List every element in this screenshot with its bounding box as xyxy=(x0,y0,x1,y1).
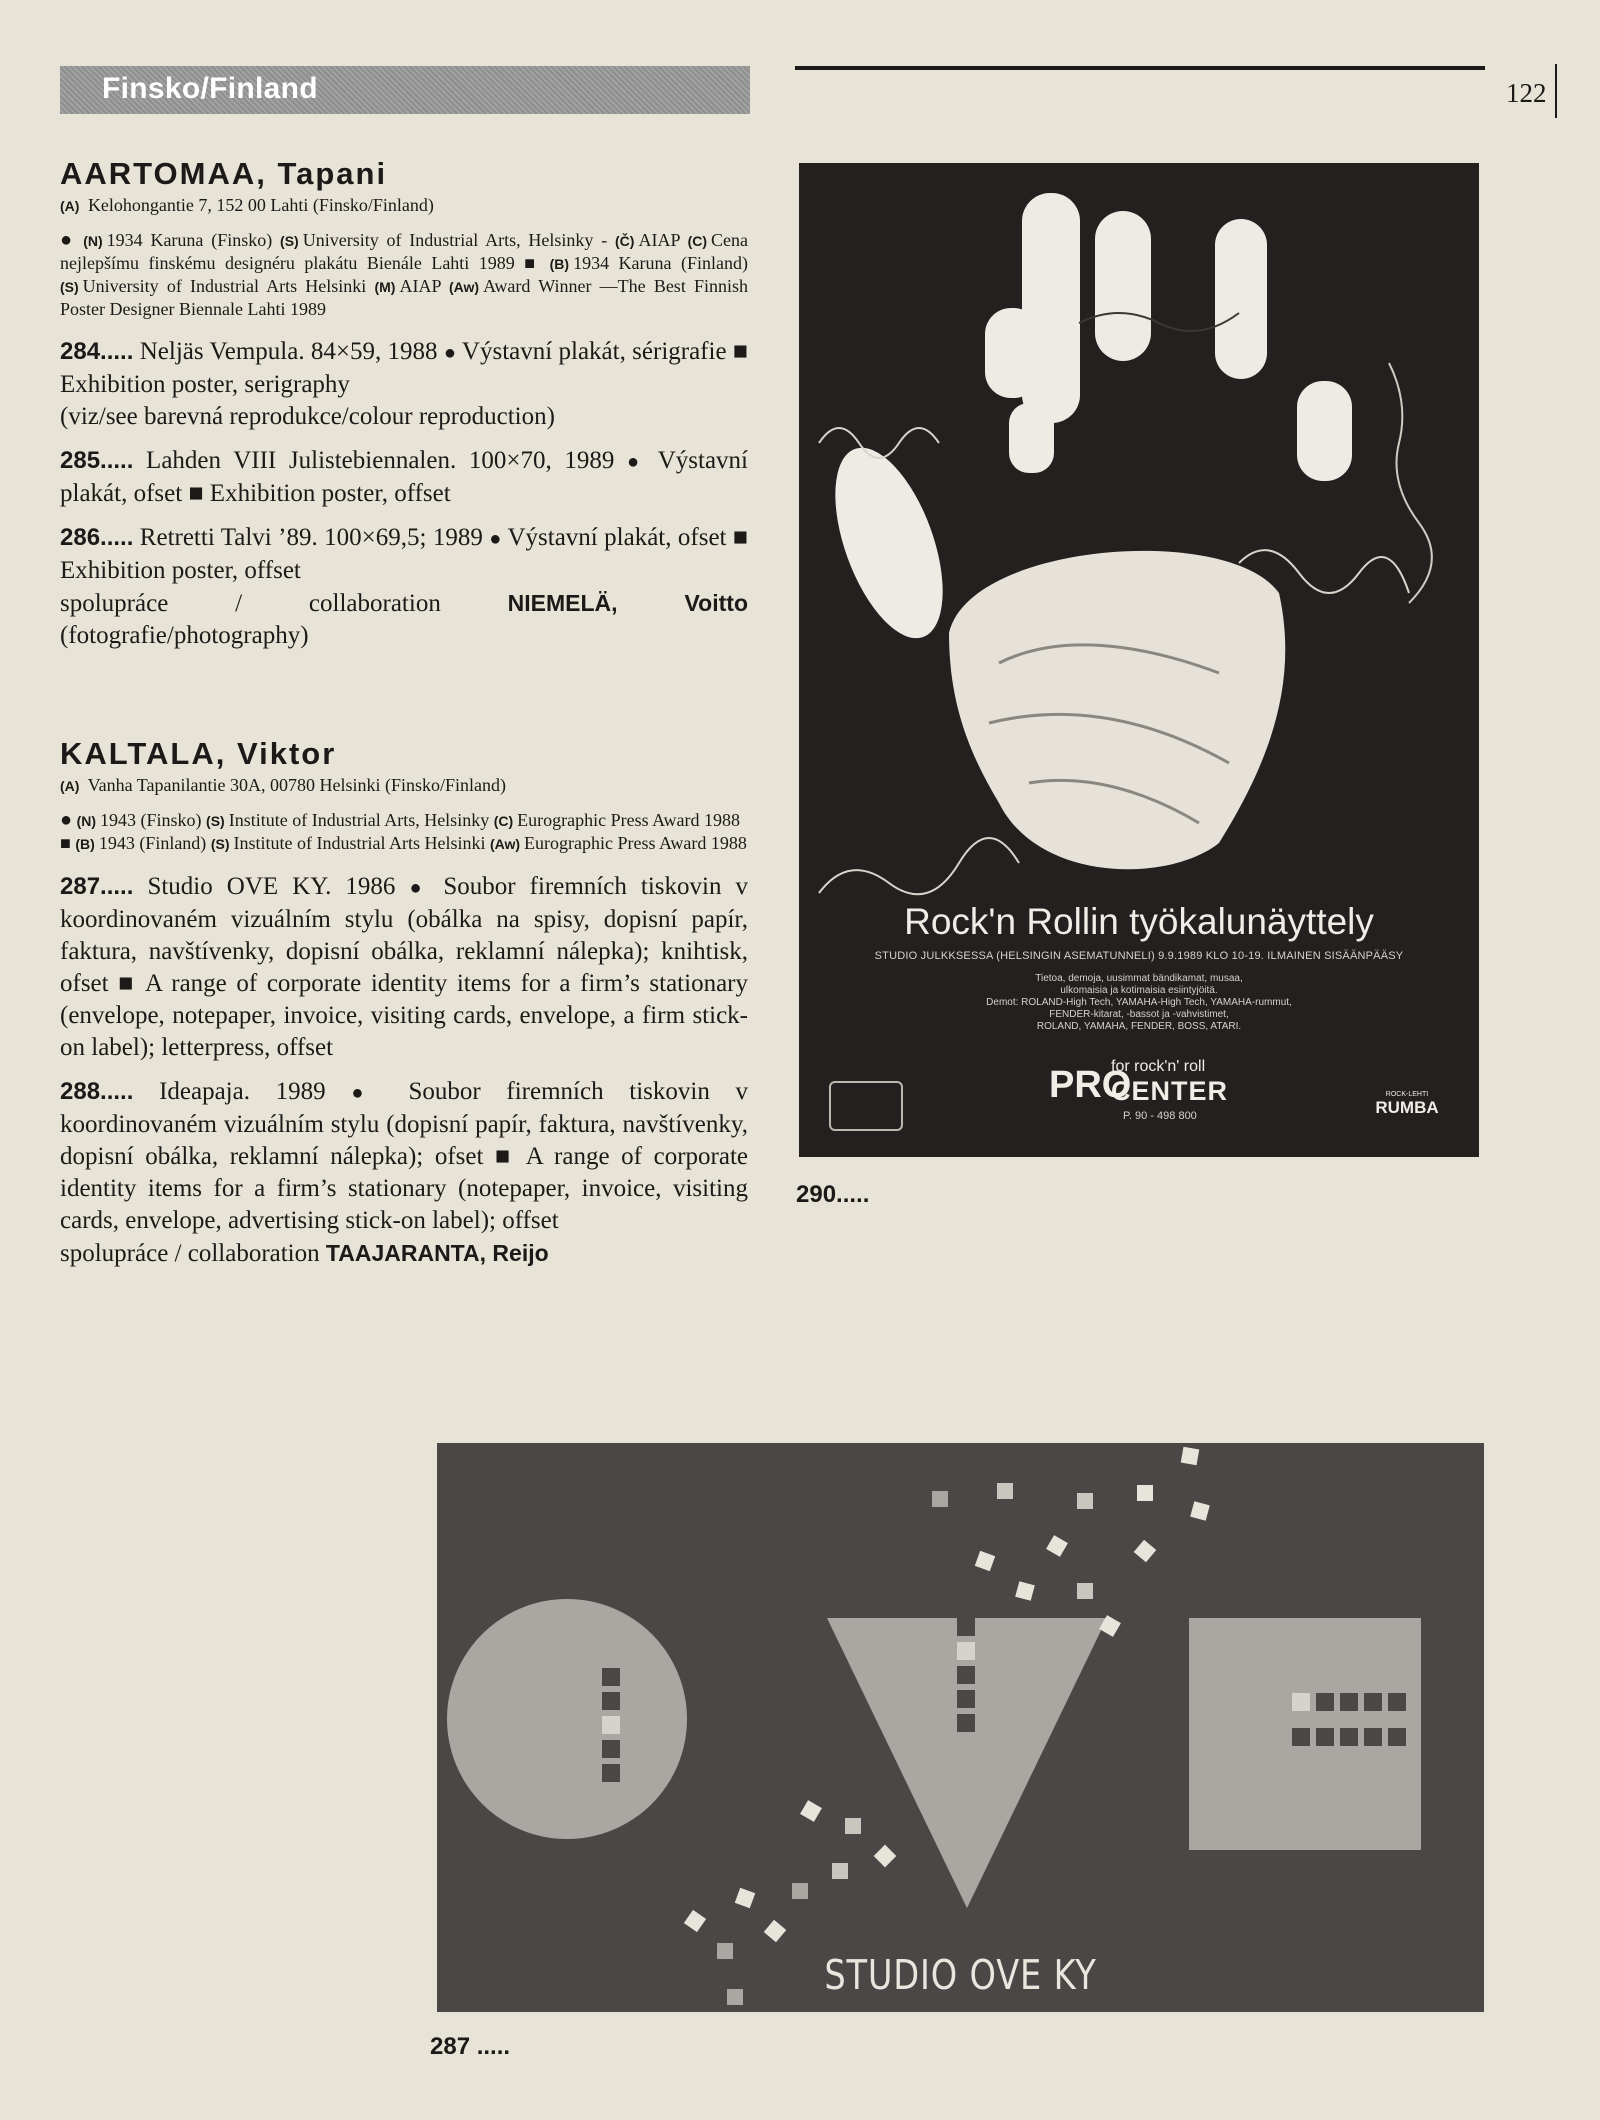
bullet-square-icon: ■ xyxy=(188,480,204,507)
logo-circle-o xyxy=(447,1599,687,1839)
page-number: 122 xyxy=(1506,78,1547,108)
artist-name: KALTALA, Viktor xyxy=(60,736,337,771)
collaborator-name: NIEMELÄ, Voitto xyxy=(507,590,748,616)
work-entry-287: 287..... Studio OVE KY. 1986 ● Soubor firemních tiskovin v koordinovaném vizuálním stylu (obálka na spisy, dopisní papír, faktura, navštívenky, dopisní obálka, reklamní nálepka); knihtisk, ofset ■ A range of corporate identity items for a firm’s stationary (envelope, notepaper, invoice, visiting cards, envelope, a firm stick-on label); letterpress, offset xyxy=(60,873,748,1061)
logo-triangle-v xyxy=(827,1618,1107,1908)
bullet-square-icon: ■ xyxy=(60,833,71,853)
bullet-square-icon: ■ xyxy=(495,1143,516,1170)
handprint-finger xyxy=(1215,219,1267,379)
work-entry-285: 285..... Lahden VIII Julistebiennalen. 100×70, 1989 ● Výstavní plakát, ofset ■ Exhibition poster, offset xyxy=(60,447,748,507)
artist-bio: ● (N) 1943 (Finsko) (S) Institute of Industrial Arts, Helsinky (C) Eurographic Press Award 1988 ■ (B) 1943 (Finland) (S) Institute of Industrial Arts Helsinki (Aw) Eurographic Press Award 1988 xyxy=(60,809,747,853)
handprint-thumb xyxy=(813,434,964,652)
poster-290-title: Rock'n Rollin työkalunäyttely xyxy=(904,901,1374,942)
signature-scribble xyxy=(1389,363,1432,603)
bullet-square-icon: ■ xyxy=(732,524,748,551)
artist-address: (A) Kelohongantie 7, 152 00 Lahti (Finsko/Finland) xyxy=(60,195,434,215)
bullet-circle-icon: ● xyxy=(627,451,646,473)
bullet-square-icon: ■ xyxy=(118,970,137,997)
bullet-circle-icon: ● xyxy=(60,229,76,251)
bullet-circle-icon: ● xyxy=(409,877,430,899)
header-rule xyxy=(795,66,1485,70)
bullet-square-icon: ■ xyxy=(732,338,748,365)
artist-name: AARTOMAA, Tapani xyxy=(60,156,388,191)
work-entry-288: 288..... Ideapaja. 1989 ● Soubor firemních tiskovin v koordinovaném vizuálním stylu (dopisní papír, faktura, navštívenky, dopisní obálka, reklamní nálepka); ofset ■ A range of corporate identity items for a firm’s stationary (notepaper, invoice, visiting cards, envelope, advertising stick-on label); offset spolupráce / collaboration TAAJARANTA, Reijo xyxy=(60,1078,749,1267)
bullet-circle-icon: ● xyxy=(489,528,502,550)
poster-287-image xyxy=(437,1443,1484,2012)
poster-287-caption: 287 ..... xyxy=(430,2033,511,2060)
handprint-palm xyxy=(949,551,1285,869)
handprint-finger xyxy=(1095,211,1151,361)
artist-address: (A) Vanha Tapanilantie 30A, 00780 Helsinki (Finsko/Finland) xyxy=(60,775,506,795)
page-number-divider xyxy=(1555,64,1557,118)
artist-bio: ● (N) 1934 Karuna (Finsko) (S) University of Industrial Arts, Helsinky - (Č) AIAP (C) Cena nejlepšímu finskému designéru plakátu Bienále Lahti 1989 ■ (B) 1934 Karuna (Finland) (S) University of Industrial Arts Helsinki (M) AIAP (Aw) Award Winner —The Best Finnish Poster Designer Biennale Lahti 1989 xyxy=(60,229,749,319)
collaborator-name: TAAJARANTA, Reijo xyxy=(325,1240,549,1266)
handprint-finger xyxy=(1297,381,1352,481)
poster-290-info: Tietoa, demoja, uusimmat bändikamat, musaa, ulkomaisia ja kotimaisia esiintyjöitä. Demot: ROLAND-High Tech, YAMAHA-High Tech, YAMAHA-rummut, FENDER-kitarat, -bassot ja -vahvistimet, ROLAND, YAMAHA, FENDER, BOSS, ATARI. xyxy=(986,973,1292,1032)
poster-290-image xyxy=(799,163,1479,1157)
work-entry-284: 284..... Neljäs Vempula. 84×59, 1988 ● Výstavní plakát, sérigrafie ■ Exhibition poster, serigraphy (viz/see barevná reprodukce/colour reproduction) xyxy=(60,338,748,430)
signature-scribble xyxy=(819,838,1019,894)
bullet-square-icon: ■ xyxy=(524,253,541,273)
bullet-circle-icon: ● xyxy=(351,1082,383,1104)
poster-290-subtitle: STUDIO JULKKSESSA (HELSINGIN ASEMATUNNELI) 9.9.1989 KLO 10-19. ILMAINEN SISÄÄNPÄÄSY xyxy=(874,950,1404,962)
studio-badge-logo xyxy=(829,1081,903,1131)
bullet-circle-icon: ● xyxy=(443,342,457,364)
handprint-finger xyxy=(1009,403,1054,473)
handprint-finger xyxy=(985,308,1040,398)
poster-287-title: STUDIO OVE KY xyxy=(824,1951,1097,1999)
section-header-bar xyxy=(60,66,750,114)
poster-290-caption: 290..... xyxy=(796,1181,870,1208)
bullet-circle-icon: ● xyxy=(60,809,73,831)
section-title: Finsko/Finland xyxy=(102,72,318,105)
artist-entry-kaltala xyxy=(60,736,748,1270)
triangle-squares xyxy=(957,1618,975,1732)
ove-logo-illustration xyxy=(437,1443,1484,2012)
circle-squares xyxy=(602,1668,620,1782)
pro-center-logo: PRO for rock'n' roll CENTER P. 90 - 498 800 xyxy=(1049,1058,1229,1122)
work-entry-286: 286..... Retretti Talvi ’89. 100×69,5; 1989 ● Výstavní plakát, ofset ■ Exhibition poster, offset spolupráce / collaboration NIEMELÄ, Voitto (fotografie/photography) xyxy=(60,524,748,649)
rumba-logo: ROCK-LEHTI RUMBA xyxy=(1375,1091,1439,1117)
artist-entry-aartomaa xyxy=(60,156,748,652)
